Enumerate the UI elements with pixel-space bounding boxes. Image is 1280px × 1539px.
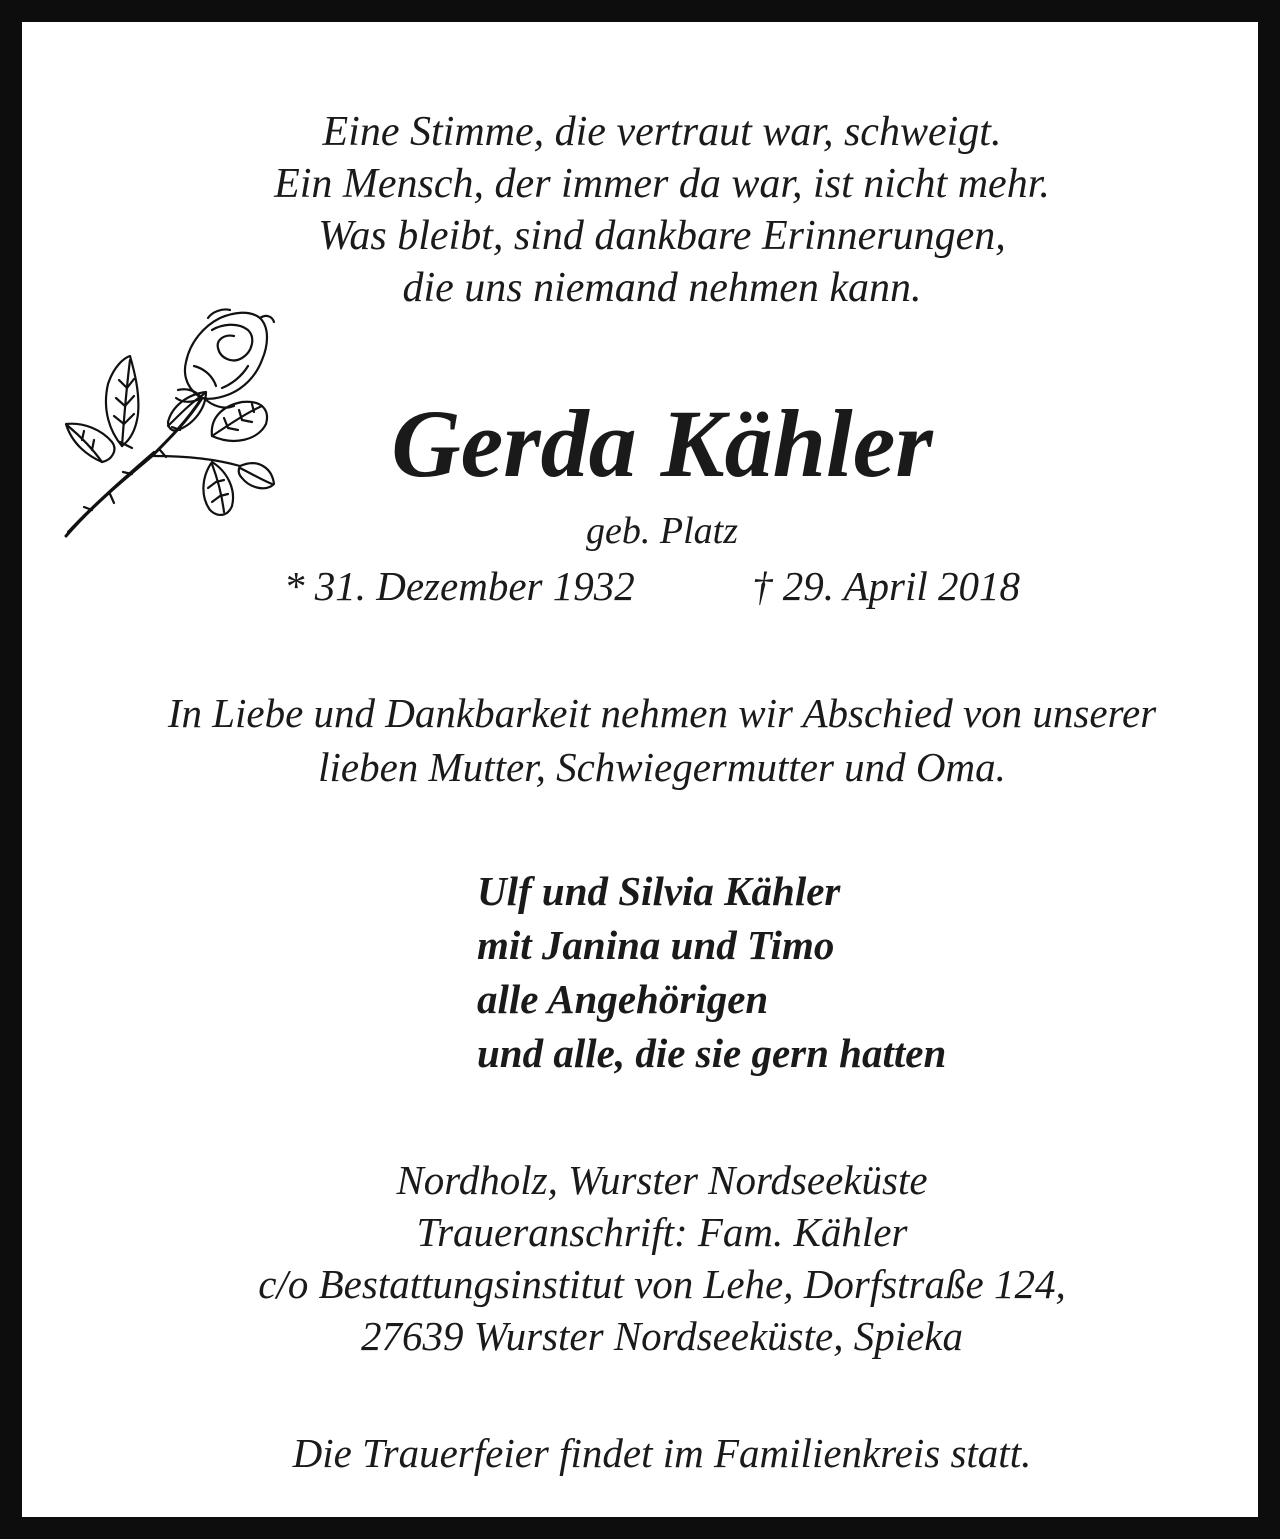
address-line: Nordholz, Wurster Nordseeküste xyxy=(396,1157,928,1203)
deceased-name: Gerda Kähler xyxy=(391,390,933,497)
memorial-poem xyxy=(22,106,1280,314)
poem-line: Eine Stimme, die vertraut war, schweigt. xyxy=(322,109,1002,155)
mourning-address xyxy=(22,1154,1280,1362)
mourner-line: Ulf und Silvia Kähler xyxy=(477,868,841,914)
mourner-line: mit Janina und Timo xyxy=(477,922,835,968)
funeral-note-text: Die Trauerfeier findet im Familienkreis statt. xyxy=(292,1430,1032,1476)
poem-line: Was bleibt, sind dankbare Erinnerungen, xyxy=(318,213,1006,259)
mourner-line: und alle, die sie gern hatten xyxy=(477,1030,947,1076)
death-date: † 29. April 2018 xyxy=(752,563,1021,609)
farewell-text xyxy=(22,686,1280,794)
poem-line: die uns niemand nehmen kann. xyxy=(402,265,922,311)
maiden-name: geb. Platz xyxy=(586,510,738,552)
mourner-line: alle Angehörigen xyxy=(477,976,769,1022)
farewell-line: In Liebe und Dankbarkeit nehmen wir Abschied von unserer xyxy=(167,690,1157,736)
address-line: c/o Bestattungsinstitut von Lehe, Dorfstraße 124, xyxy=(258,1261,1066,1307)
farewell-line: lieben Mutter, Schwiegermutter und Oma. xyxy=(318,744,1006,790)
birth-date: * 31. Dezember 1932 xyxy=(284,563,635,609)
poem-line: Ein Mensch, der immer da war, ist nicht mehr. xyxy=(274,161,1050,207)
mourners-list xyxy=(477,864,946,1080)
address-line: Traueranschrift: Fam. Kähler xyxy=(416,1209,908,1255)
funeral-note xyxy=(22,1426,1280,1480)
address-line: 27639 Wurster Nordseeküste, Spieka xyxy=(360,1313,963,1359)
